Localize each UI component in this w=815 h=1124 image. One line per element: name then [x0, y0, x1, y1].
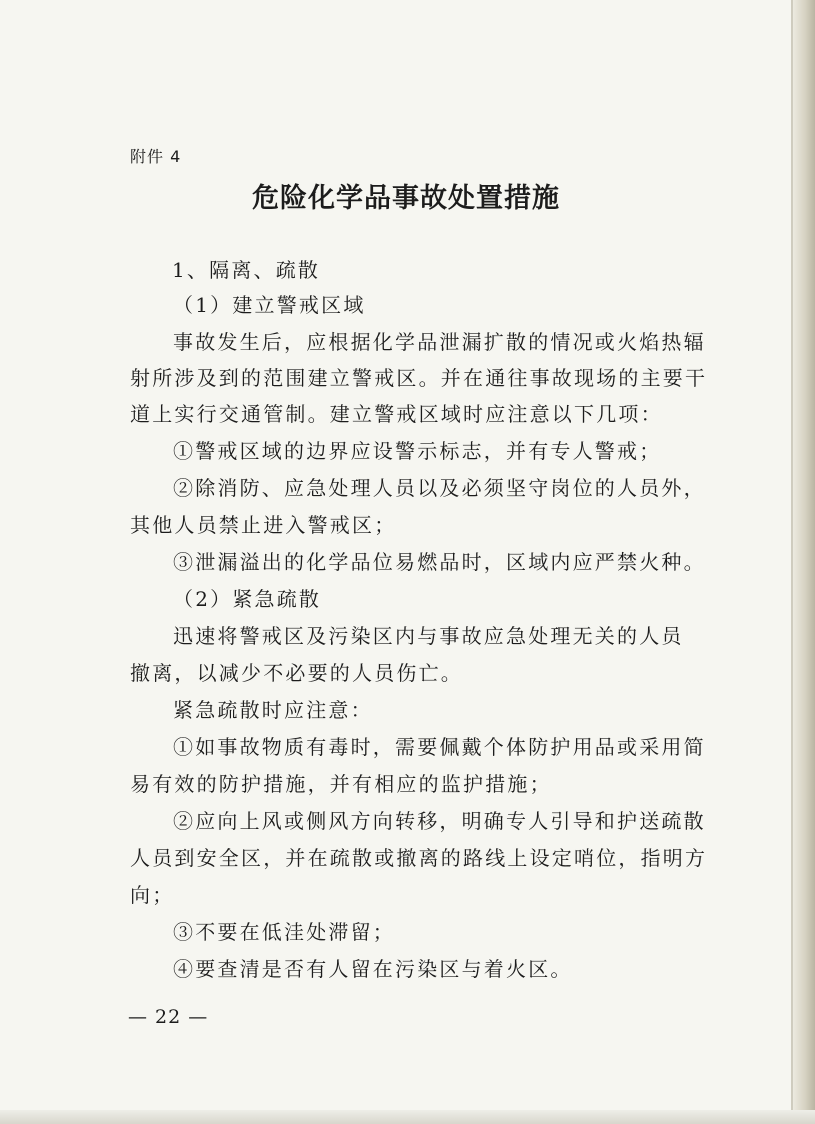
subsection-heading: （2）紧急疏散 [173, 587, 322, 611]
page-edge-bottom [0, 1110, 815, 1124]
paragraph-line: 其他人员禁止进入警戒区； [130, 513, 397, 537]
paragraph-line: 紧急疏散时应注意： [173, 698, 373, 722]
paragraph-line: 向； [130, 883, 175, 907]
paragraph-line: 人员到安全区，并在疏散或撤离的路线上设定哨位，指明方 [130, 846, 708, 870]
document-title: 危险化学品事故处置措施 [252, 183, 560, 214]
paragraph-line: 道上实行交通管制。建立警戒区域时应注意以下几项： [130, 402, 663, 426]
paragraph-line: 事故发生后，应根据化学品泄漏扩散的情况或火焰热辐 [173, 330, 706, 354]
list-item: ③不要在低洼处滞留； [173, 920, 395, 944]
paragraph-line: 迅速将警戒区及污染区内与事故应急处理无关的人员 [173, 624, 684, 648]
page-number: — 22 — [128, 1006, 209, 1028]
list-item: ④要查清是否有人留在污染区与着火区。 [173, 957, 573, 981]
list-item: ②除消防、应急处理人员以及必须坚守岗位的人员外， [173, 476, 706, 500]
list-item: ①如事故物质有毒时，需要佩戴个体防护用品或采用简 [173, 735, 706, 759]
subsection-heading: （1）建立警戒区域 [173, 293, 366, 317]
list-item: ②应向上风或侧风方向转移，明确专人引导和护送疏散 [173, 809, 706, 833]
paragraph-line: 撤离，以减少不必要的人员伤亡。 [130, 661, 463, 685]
page-edge-shadow [791, 0, 793, 1124]
attachment-label: 附件 4 [130, 147, 182, 166]
section-heading: 1、隔离、疏散 [172, 258, 321, 282]
page-edge-right [793, 0, 815, 1124]
paragraph-line: 易有效的防护措施，并有相应的监护措施； [130, 772, 552, 796]
list-item: ③泄漏溢出的化学品位易燃品时，区域内应严禁火种。 [173, 550, 706, 574]
list-item: ①警戒区域的边界应设警示标志，并有专人警戒； [173, 439, 662, 463]
paragraph-line: 射所涉及到的范围建立警戒区。并在通往事故现场的主要干 [130, 366, 708, 390]
